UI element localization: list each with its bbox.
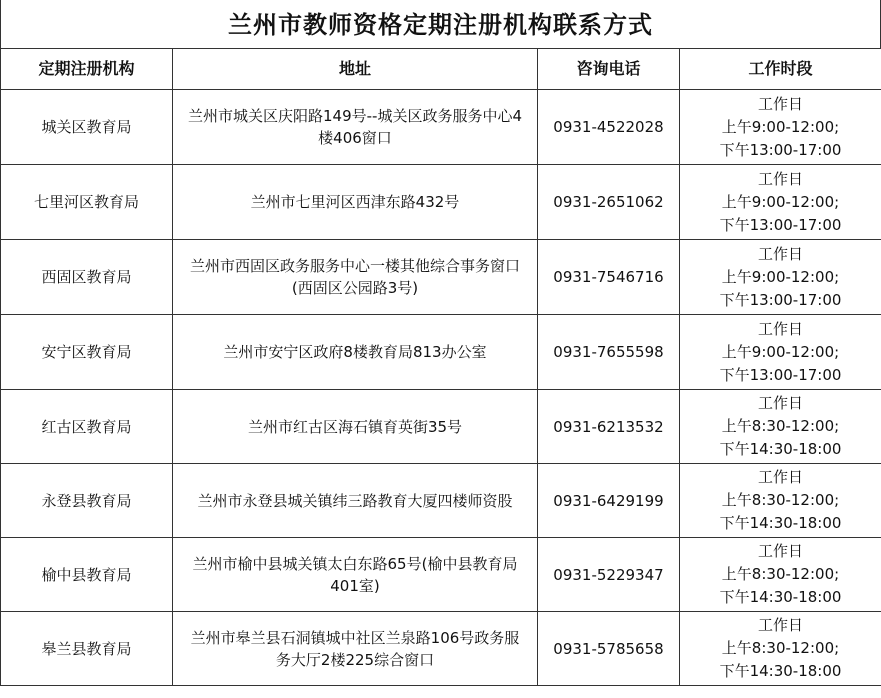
hours-cell xyxy=(680,165,881,240)
hours-cell xyxy=(680,90,881,165)
address-cell: 兰州市皋兰县石洞镇城中社区兰泉路106号政务服务大厅2楼225综合窗口 xyxy=(173,612,538,686)
hours-days: 工作日 xyxy=(757,542,803,560)
hours-afternoon: 下午14:30-18:00 xyxy=(719,440,842,458)
table-row xyxy=(1,612,881,686)
header-org: 定期注册机构 xyxy=(1,49,173,90)
table-row xyxy=(1,390,881,464)
hours-days: 工作日 xyxy=(757,319,803,338)
page-title: 兰州市教师资格定期注册机构联系方式 xyxy=(0,0,881,48)
hours-cell xyxy=(680,612,881,686)
phone-cell: 0931-2651062 xyxy=(538,165,680,240)
header-hours: 工作时段 xyxy=(680,49,881,90)
address-cell: 兰州市榆中县城关镇太白东路65号(榆中县教育局401室) xyxy=(173,538,538,612)
phone-cell: 0931-6429199 xyxy=(538,464,680,538)
contact-table xyxy=(0,48,881,686)
hours-cell xyxy=(680,464,881,538)
address-cell: 兰州市西固区政务服务中心一楼其他综合事务窗口(西固区公园路3号) xyxy=(173,240,538,315)
phone-cell: 0931-7655598 xyxy=(538,315,680,390)
phone-cell: 0931-5229347 xyxy=(538,538,680,612)
hours-cell xyxy=(680,240,881,315)
hours-afternoon: 下午14:30-18:00 xyxy=(719,588,842,606)
address-cell: 兰州市城关区庆阳路149号--城关区政务服务中心4楼406窗口 xyxy=(173,90,538,165)
table-row xyxy=(1,464,881,538)
hours-morning: 上午8:30-12:00; xyxy=(721,417,840,435)
address-cell: 兰州市七里河区西津东路432号 xyxy=(173,165,538,240)
hours-afternoon: 下午13:00-17:00 xyxy=(719,215,842,234)
hours-morning: 上午9:00-12:00; xyxy=(721,117,840,136)
table-row xyxy=(1,240,881,315)
table-row xyxy=(1,538,881,612)
address-cell: 兰州市安宁区政府8楼教育局813办公室 xyxy=(173,315,538,390)
header-address: 地址 xyxy=(173,49,538,90)
hours-morning: 上午8:30-12:00; xyxy=(721,639,840,657)
hours-days: 工作日 xyxy=(757,169,803,188)
phone-cell: 0931-6213532 xyxy=(538,390,680,464)
org-cell: 城关区教育局 xyxy=(1,90,173,165)
hours-afternoon: 下午13:00-17:00 xyxy=(719,290,842,309)
header-phone: 咨询电话 xyxy=(538,49,680,90)
org-cell: 皋兰县教育局 xyxy=(1,612,173,686)
hours-afternoon: 下午14:30-18:00 xyxy=(719,662,842,680)
table-row xyxy=(1,165,881,240)
org-cell: 红古区教育局 xyxy=(1,390,173,464)
org-cell: 七里河区教育局 xyxy=(1,165,173,240)
hours-morning: 上午9:00-12:00; xyxy=(721,342,840,361)
hours-cell xyxy=(680,538,881,612)
address-cell: 兰州市永登县城关镇纬三路教育大厦四楼师资股 xyxy=(173,464,538,538)
phone-cell: 0931-5785658 xyxy=(538,612,680,686)
table-row xyxy=(1,315,881,390)
hours-days: 工作日 xyxy=(757,468,803,486)
hours-morning: 上午9:00-12:00; xyxy=(721,267,840,286)
hours-cell xyxy=(680,315,881,390)
hours-days: 工作日 xyxy=(757,244,803,263)
address-cell: 兰州市红古区海石镇育英街35号 xyxy=(173,390,538,464)
hours-cell xyxy=(680,390,881,464)
hours-morning: 上午8:30-12:00; xyxy=(721,565,840,583)
hours-days: 工作日 xyxy=(757,94,803,113)
hours-morning: 上午8:30-12:00; xyxy=(721,491,840,509)
hours-afternoon: 下午13:00-17:00 xyxy=(719,140,842,159)
org-cell: 榆中县教育局 xyxy=(1,538,173,612)
hours-morning: 上午9:00-12:00; xyxy=(721,192,840,211)
org-cell: 安宁区教育局 xyxy=(1,315,173,390)
table-header-row xyxy=(1,49,881,90)
org-cell: 永登县教育局 xyxy=(1,464,173,538)
hours-afternoon: 下午14:30-18:00 xyxy=(719,514,842,532)
phone-cell: 0931-4522028 xyxy=(538,90,680,165)
hours-days: 工作日 xyxy=(757,394,803,412)
hours-afternoon: 下午13:00-17:00 xyxy=(719,365,842,384)
phone-cell: 0931-7546716 xyxy=(538,240,680,315)
hours-days: 工作日 xyxy=(757,616,803,634)
org-cell: 西固区教育局 xyxy=(1,240,173,315)
table-row xyxy=(1,90,881,165)
